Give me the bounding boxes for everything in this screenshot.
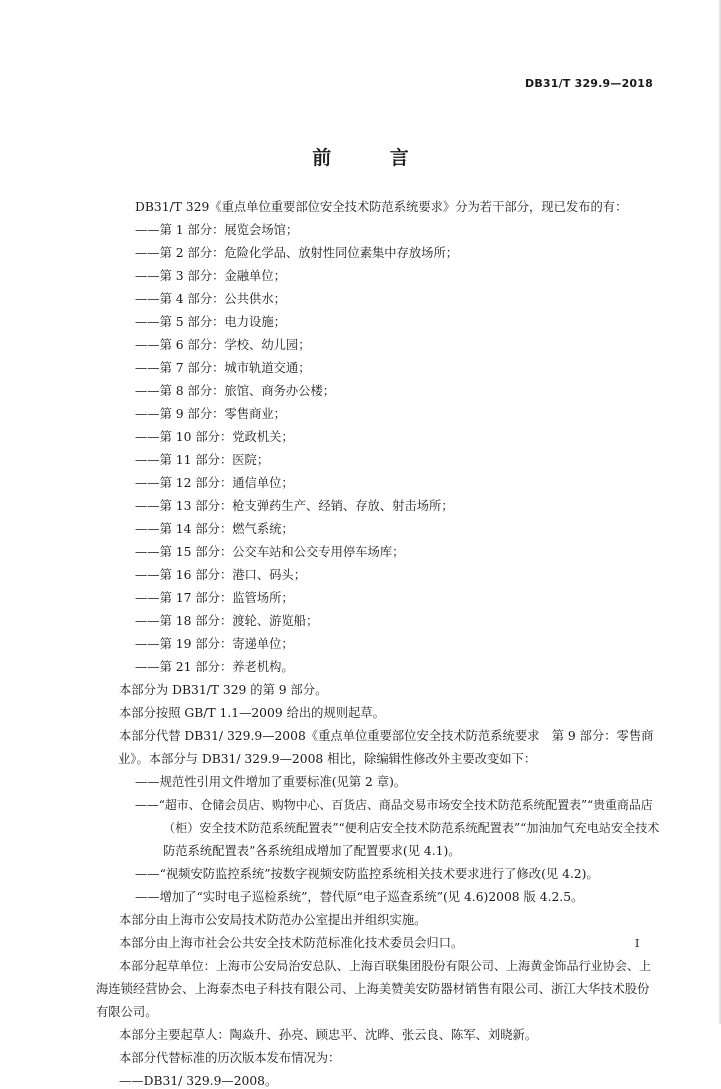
list-item-part-14: ——第 14 部分：燃气系统； (135, 522, 294, 536)
list-item-part-18: ——第 18 部分：渡轮、游览船； (135, 614, 319, 628)
version-history-item: ——DB31/ 329.9—2008。 (119, 1074, 278, 1088)
list-item-part-4: ——第 4 部分：公共供水； (135, 292, 286, 306)
page-title: 前 言 (312, 147, 435, 169)
change-item-config-tables-cont-2: 防范系统配置表”各系统组成增加了配置要求(见 4.1)。 (163, 844, 461, 858)
administrator-statement: 本部分由上海市社会公共安全技术防范标准化技术委员会归口。 (119, 936, 464, 950)
list-item-part-11: ——第 11 部分：医院； (135, 453, 270, 467)
list-item-part-15: ——第 15 部分：公交车站和公交专用停车场库； (135, 545, 405, 559)
list-item-part-12: ——第 12 部分：通信单位； (135, 476, 294, 490)
list-item-part-5: ——第 5 部分：电力设施； (135, 315, 286, 329)
drafters: 本部分主要起草人：陶焱升、孙亮、顾忠平、沈晔、张云良、陈军、刘晓新。 (119, 1028, 538, 1042)
change-item-config-tables: ——“超市、仓储会员店、购物中心、百货店、商品交易市场安全技术防范系统配置表”“贵重商品店 (135, 798, 653, 812)
list-item-part-16: ——第 16 部分：港口、码头； (135, 568, 307, 582)
list-item-part-19: ——第 19 部分：寄递单位； (135, 637, 294, 651)
change-item-patrol: ——增加了“实时电子巡检系统”，替代原“电子巡查系统”(见 4.6)2008 版 4.2.5。 (135, 890, 584, 904)
change-item-references: ——规范性引用文件增加了重要标准(见第 2 章)。 (135, 775, 407, 789)
list-item-part-8: ——第 8 部分：旅馆、商务办公楼； (135, 384, 336, 398)
list-item-part-6: ——第 6 部分：学校、幼儿园； (135, 338, 311, 352)
list-item-part-17: ——第 17 部分：监管场所； (135, 591, 294, 605)
drafting-units: 本部分起草单位：上海市公安局治安总队、上海百联集团股份有限公司、上海黄金饰品行业协会、上 (119, 959, 652, 973)
drafting-units-cont-1: 海连锁经营协会、上海泰杰电子科技有限公司、上海美赞美安防器材销售有限公司、浙江大华技术股份 (96, 982, 650, 996)
proposer-statement: 本部分由上海市公安局技术防范办公室提出并组织实施。 (119, 913, 427, 927)
version-history-heading: 本部分代替标准的历次版本发布情况为： (119, 1051, 341, 1065)
list-item-part-2: ——第 2 部分：危险化学品、放射性同位素集中存放场所； (135, 246, 459, 260)
intro-paragraph: DB31/T 329《重点单位重要部位安全技术防范系统要求》分为若干部分，现已发布的有： (135, 200, 628, 214)
replacement-statement: 本部分代替 DB31/ 329.9—2008《重点单位重要部位安全技术防范系统要求 第 9 部分：零售商 (119, 729, 654, 743)
part-statement: 本部分为 DB31/T 329 的第 9 部分。 (119, 683, 328, 697)
list-item-part-21: ——第 21 部分：养老机构。 (135, 660, 294, 674)
list-item-part-1: ——第 1 部分：展览会场馆； (135, 223, 299, 237)
change-item-config-tables-cont-1: （柜）安全技术防范系统配置表”“便利店安全技术防范系统配置表”“加油加气充电站安全技术 (163, 821, 660, 835)
list-item-part-7: ——第 7 部分：城市轨道交通； (135, 361, 311, 375)
list-item-part-9: ——第 9 部分：零售商业； (135, 407, 286, 421)
list-item-part-13: ——第 13 部分：枪支弹药生产、经销、存放、射击场所； (135, 499, 454, 513)
change-item-video: ——“视频安防监控系统”按数字视频安防监控系统相关技术要求进行了修改(见 4.2)。 (135, 867, 599, 881)
list-item-part-3: ——第 3 部分：金融单位； (135, 269, 286, 283)
drafting-units-cont-2: 有限公司。 (96, 1005, 158, 1019)
list-item-part-10: ——第 10 部分：党政机关； (135, 430, 294, 444)
replacement-statement-cont: 业》。本部分与 DB31/ 329.9—2008 相比，除编辑性修改外主要改变如下： (118, 752, 537, 766)
document-code: DB31/T 329.9—2018 (525, 77, 653, 90)
page-number: I (635, 937, 640, 950)
drafting-rule-statement: 本部分按照 GB/T 1.1—2009 给出的规则起草。 (119, 706, 385, 720)
